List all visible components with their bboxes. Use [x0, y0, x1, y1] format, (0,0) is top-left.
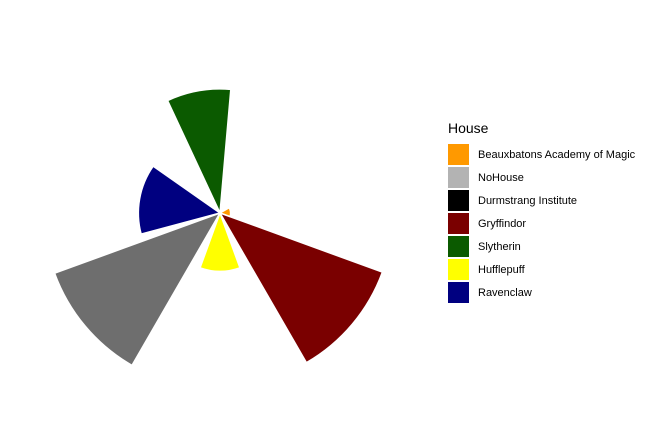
legend [448, 119, 635, 304]
legend-label-nohouse: NoHouse [478, 171, 524, 184]
chart-wedges [55, 89, 383, 365]
legend-item-beauxbatons-academy-of-magic [448, 143, 635, 166]
legend-key-durmstrang-institute [448, 190, 469, 211]
legend-key-ravenclaw [448, 282, 469, 303]
legend-key-slytherin [448, 236, 469, 257]
legend-label-durmstrang-institute: Durmstrang Institute [478, 194, 578, 207]
wedge-gryffindor [220, 213, 382, 363]
legend-key-hufflepuff [448, 259, 469, 280]
legend-key-nohouse [448, 167, 469, 188]
legend-key-beauxbatons-academy-of-magic [448, 144, 469, 165]
legend-title: House [448, 120, 489, 136]
legend-item-ravenclaw [448, 281, 635, 304]
legend-item-slytherin [448, 235, 635, 258]
legend-items [448, 143, 635, 304]
legend-label-slytherin: Slytherin [478, 240, 521, 253]
legend-item-durmstrang-institute [448, 189, 635, 212]
legend-label-gryffindor: Gryffindor [478, 217, 527, 230]
legend-item-nohouse [448, 166, 635, 189]
legend-item-gryffindor [448, 212, 635, 235]
legend-item-hufflepuff [448, 258, 635, 281]
legend-label-ravenclaw: Ravenclaw [478, 286, 532, 299]
wedge-nohouse [55, 213, 220, 365]
legend-label-beauxbatons-academy-of-magic: Beauxbatons Academy of Magic [478, 148, 636, 161]
legend-label-hufflepuff: Hufflepuff [478, 263, 525, 276]
legend-key-gryffindor [448, 213, 469, 234]
